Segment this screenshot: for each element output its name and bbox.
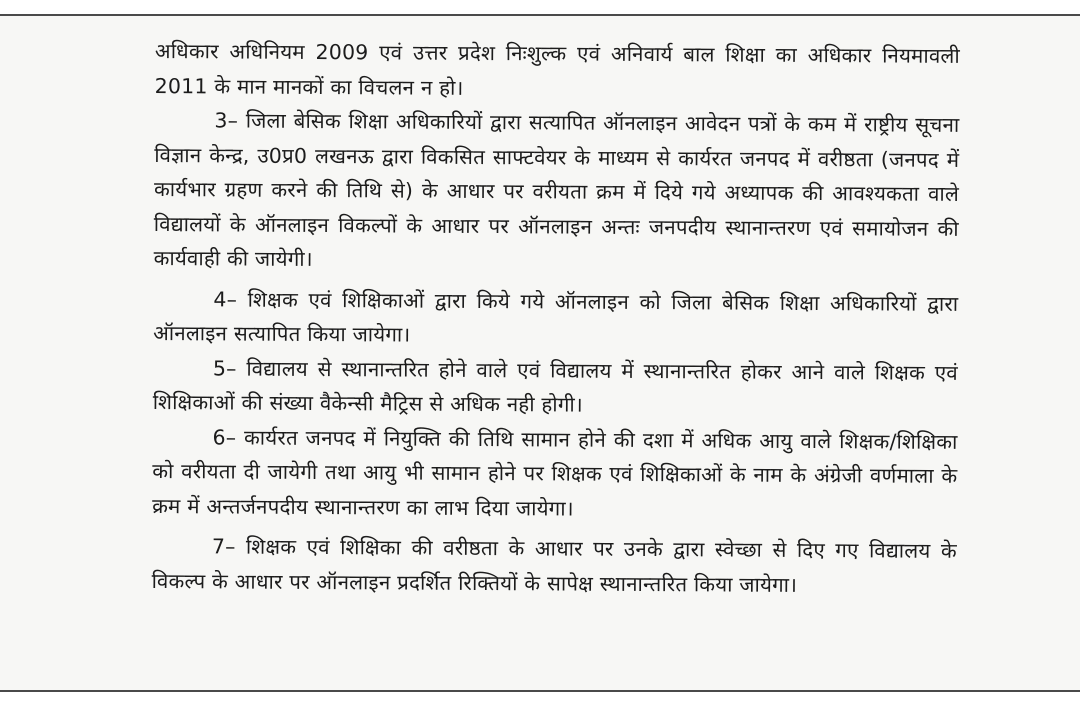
paragraph-3: 3– जिला बेसिक शिक्षा अधिकारियों द्वारा सत्यापित ऑनलाइन आवेदन पत्रों के कम में राष्ट्रीय सूचना विज्ञान केन्द्र, उ0प्र0 लखनऊ द्वारा विकसित साफ्टवेयर के माध्यम से कार्यरत जनपद में वरीष्ठता (जनपद में कार्यभार ग्रहण करने की तिथि से) के आधार पर वरीयता क्रम में दिये गये अध्यापक की आवश्यकता वाले विद्यालयों के ऑनलाइन विकल्पों के आधार पर ऑनलाइन अन्तः जनपदीय स्थानान्तरण एवं समायोजन की कार्यवाही की जायेगी।	[153, 108, 960, 271]
bottom-border	[0, 690, 1080, 708]
top-border	[0, 0, 1080, 16]
paragraph-5: 5– विद्यालय से स्थानान्तरित होने वाले एवं विद्यालय में स्थानान्तरित होकर आने वाले शिक्षक एवं शिक्षिकाओं की संख्या वैकेन्सी मैट्रिस से अधिक नही होगी।	[152, 355, 959, 417]
paragraph-continuation: अधिकार अधिनियम 2009 एवं उत्तर प्रदेश निःशुल्क एवं अनिवार्य बाल शिक्षा का अधिकार नियमावली 2011 के मान मानकों का विचलन न हो।	[154, 38, 960, 100]
document-body	[152, 34, 960, 603]
paragraph-7: 7– शिक्षक एवं शिक्षिका की वरीष्ठता के आधार पर उनके द्वारा स्वेच्छा से दिए गए विद्यालय के विकल्प के आधार पर ऑनलाइन प्रदर्शित रिक्तियों के सापेक्ष स्थानान्तरित किया जायेगा।	[151, 534, 957, 597]
document-page	[0, 16, 1080, 690]
paragraph-6: 6– कार्यरत जनपद में नियुक्ति की तिथि सामान होने की दशा में अधिक आयु वाले शिक्षक/शिक्षिका को वरीयता दी जायेगी तथा आयु भी सामान होने पर शिक्षक एवं शिक्षिकाओं के नाम के अंग्रेजी वर्णमाला के क्रम में अन्तर्जनपदीय स्थानान्तरण का लाभ दिया जायेगा।	[152, 424, 958, 521]
paragraph-4: 4– शिक्षक एवं शिक्षिकाओं द्वारा किये गये ऑनलाइन को जिला बेसिक शिक्षा अधिकारियों द्वारा ऑनलाइन सत्यापित किया जायेगा।	[153, 286, 959, 347]
